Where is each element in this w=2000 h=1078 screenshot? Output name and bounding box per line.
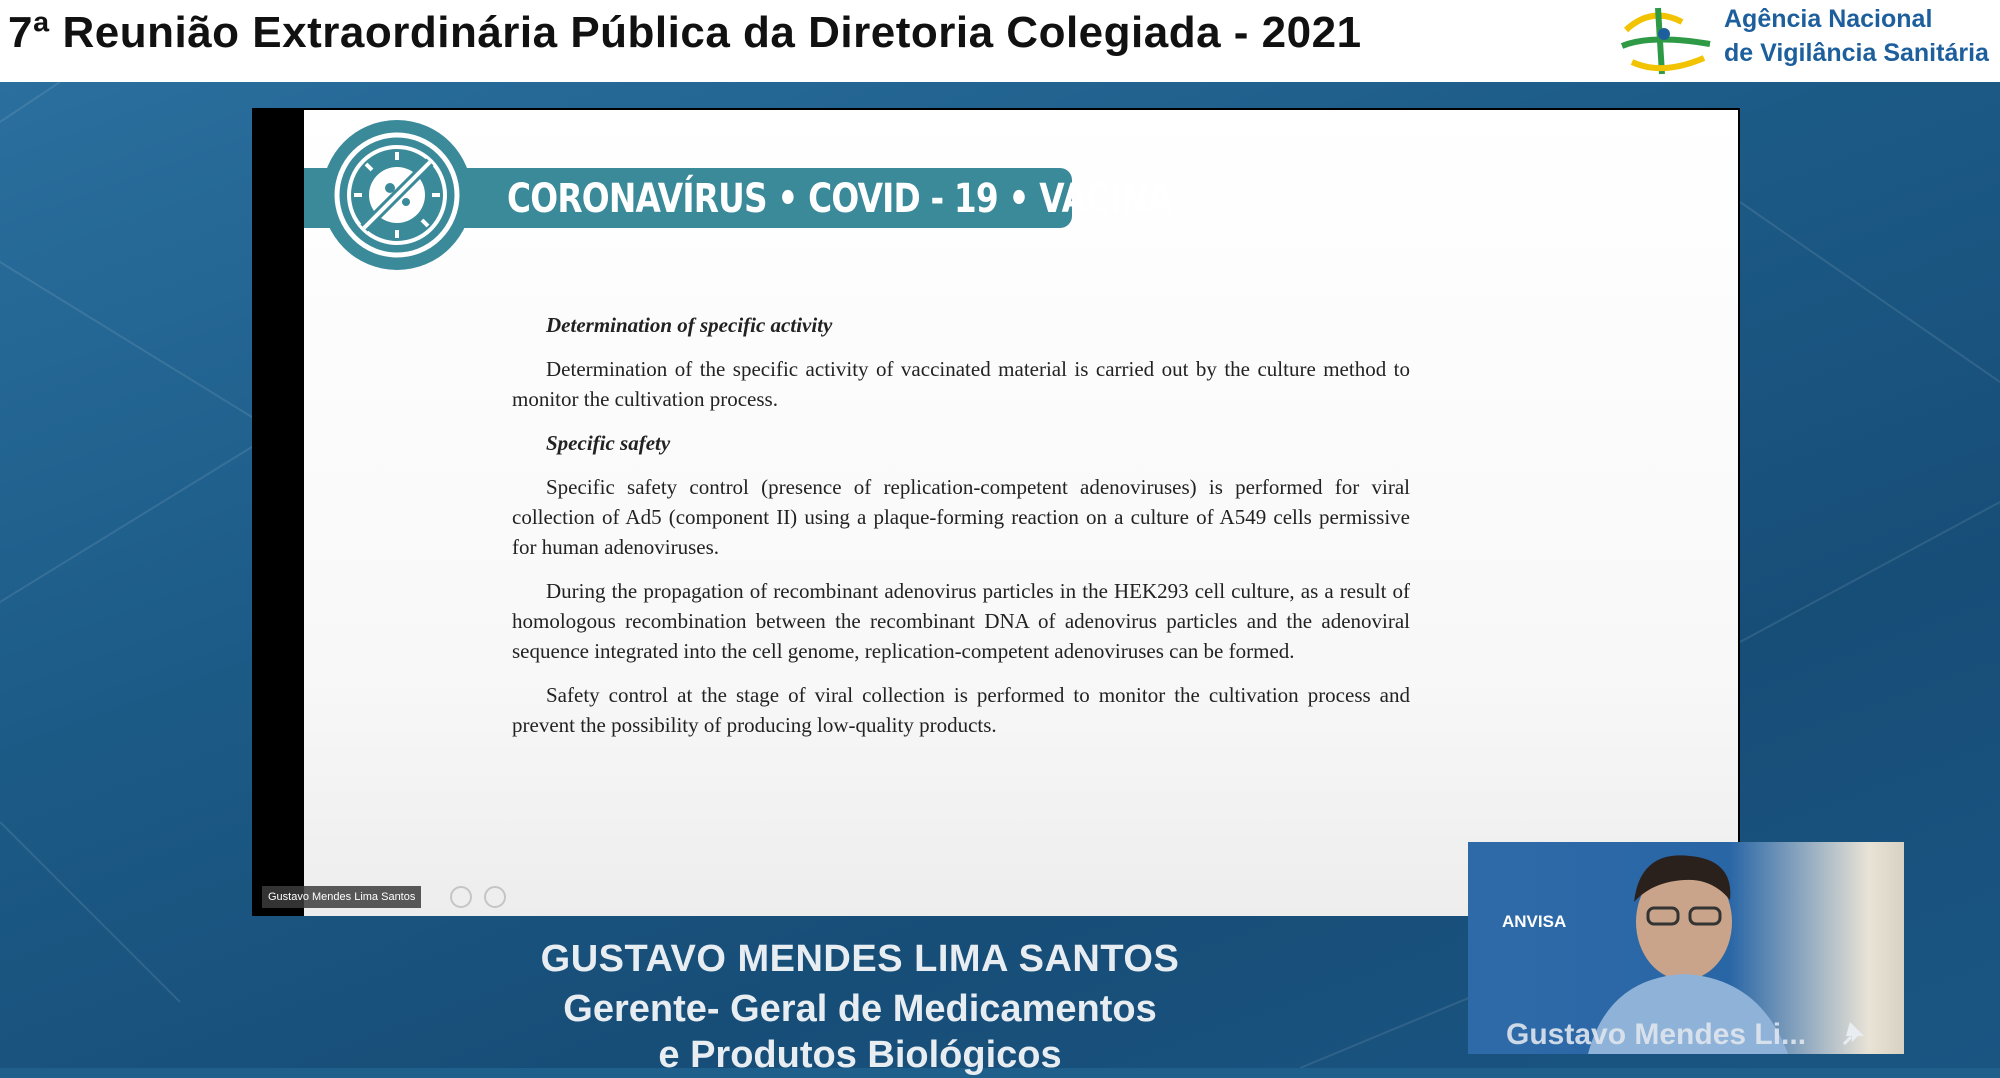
more-options-icon[interactable] <box>484 886 506 908</box>
section-paragraph: During the propagation of recombinant adenovirus particles in the HEK293 cell culture, as a result of homologous recombination between the recombinant DNA of adenovirus particles and the adenoviral sequence integrated into the cell genome, replication-competent adenoviruses can be formed. <box>512 579 1410 663</box>
section-paragraph: Determination of the specific activity of vaccinated material is carried out by the culture method to monitor the cultivation process. <box>512 357 1410 411</box>
speaker-name: GUSTAVO MENDES LIMA SANTOS <box>540 938 1180 980</box>
section-heading: Specific safety <box>546 431 671 455</box>
banner-text: CORONAVÍRUS • COVID - 19 • VACINA <box>507 176 1172 222</box>
section-paragraph: Specific safety control (presence of replication-competent adenoviruses) is performed for viral collection of Ad5 (component II) using a plaque-forming reaction on a culture of A549 cells permissive for human adenoviruses. <box>512 475 1410 559</box>
agency-name <box>1724 2 1989 70</box>
virus-prohibited-icon <box>322 120 472 270</box>
presenter-name-tag: Gustavo Mendes Lima Santos <box>262 886 421 908</box>
agency-name-line1: Agência Nacional <box>1724 5 1933 33</box>
agency-name-line2: de Vigilância Sanitária <box>1724 39 1989 67</box>
speaker-role-line1: Gerente- Geral de Medicamentos <box>563 988 1157 1030</box>
wall-anvisa-logo: ANVISA <box>1502 912 1567 931</box>
pin-icon[interactable] <box>1840 1018 1868 1046</box>
slide-document-text <box>512 310 1410 754</box>
webcam-feed <box>1468 842 1904 1054</box>
speaker-role <box>440 986 1280 1078</box>
section-heading: Determination of specific activity <box>546 313 833 337</box>
meeting-title: 7ª Reunião Extraordinária Pública da Diretoria Colegiada - 2021 <box>8 8 1362 57</box>
section-paragraph: Safety control at the stage of viral collection is performed to monitor the cultivation process and prevent the possibility of producing low-quality products. <box>512 683 1410 737</box>
webcam-participant-label: Gustavo Mendes Li... <box>1506 1018 1807 1051</box>
zoom-in-icon[interactable] <box>450 886 472 908</box>
speaker-role-line2: e Produtos Biológicos <box>658 1034 1062 1076</box>
broadcast-header <box>0 0 2000 82</box>
anvisa-logo-icon <box>1612 0 1716 80</box>
speaker-lower-third <box>440 936 1280 1078</box>
shared-slide <box>304 110 1738 916</box>
